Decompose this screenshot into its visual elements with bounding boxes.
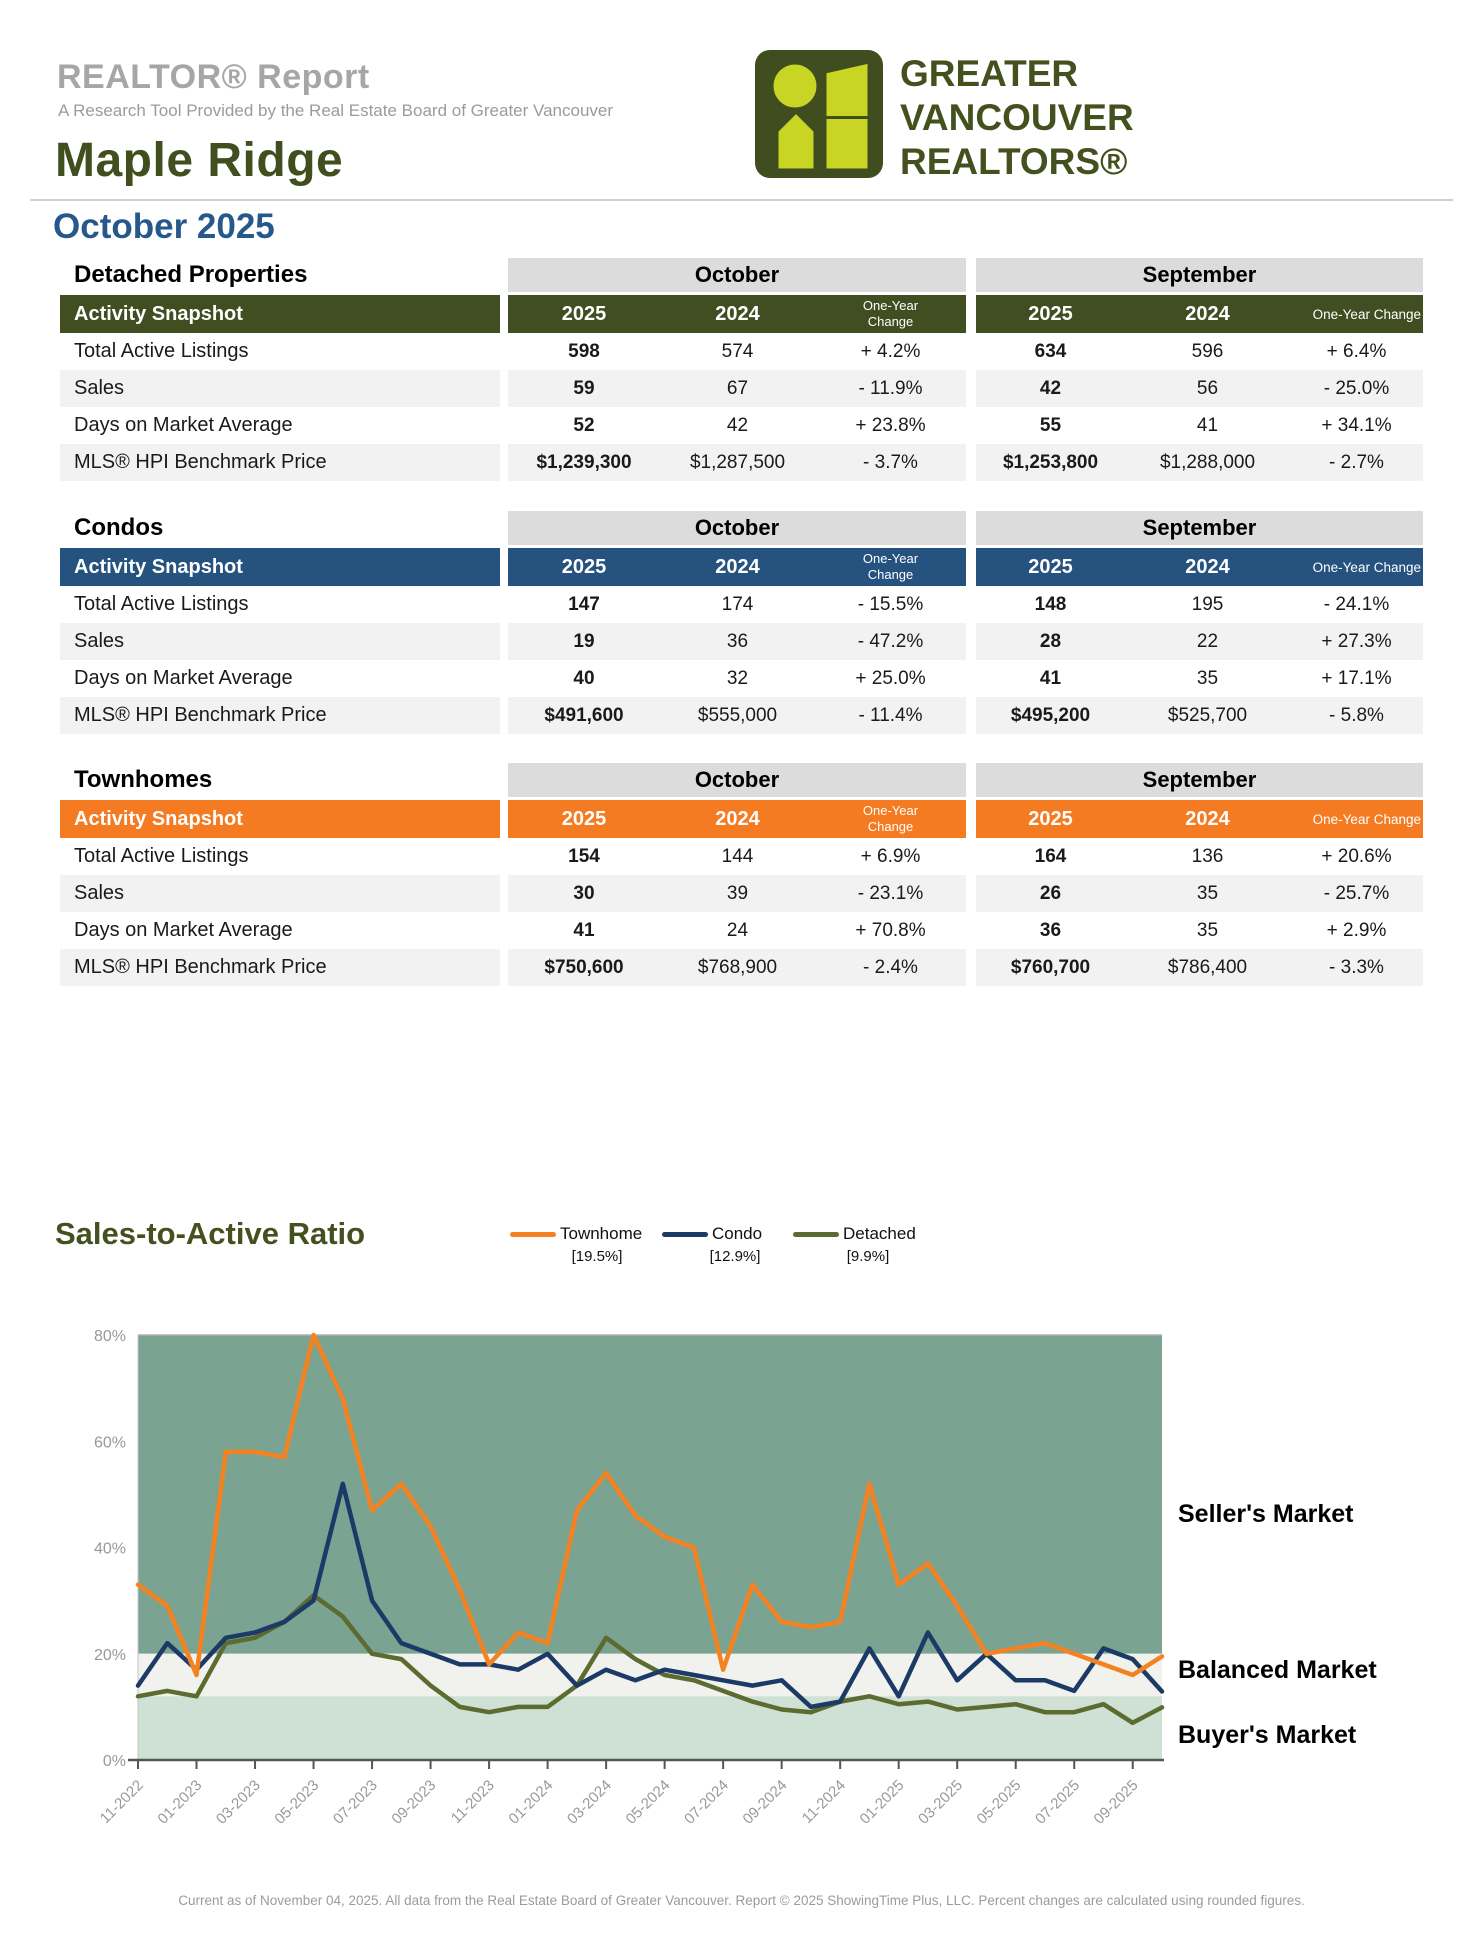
table-row <box>60 838 1423 875</box>
row-label: Sales <box>60 875 500 912</box>
cell-sep-2025: $495,200 <box>976 697 1125 734</box>
detached-line-swatch-icon <box>793 1232 839 1237</box>
table-row <box>60 370 1423 407</box>
cell-oct-2025: 41 <box>508 912 660 949</box>
column-gutter <box>966 407 976 444</box>
cell-oct-change: - 11.9% <box>815 370 966 407</box>
column-gutter <box>500 370 508 407</box>
column-gutter <box>966 697 976 734</box>
cell-sep-2025: 164 <box>976 838 1125 875</box>
table-row <box>60 407 1423 444</box>
column-gutter <box>500 697 508 734</box>
row-label: Days on Market Average <box>60 407 500 444</box>
column-header-oct-change <box>815 800 966 838</box>
column-gutter <box>966 623 976 660</box>
column-gutter <box>500 949 508 986</box>
row-label: MLS® HPI Benchmark Price <box>60 697 500 734</box>
townhome-line-swatch-icon <box>510 1232 556 1237</box>
column-gutter <box>966 370 976 407</box>
y-tick-label: 20% <box>93 1646 126 1664</box>
cell-sep-2025: $1,253,800 <box>976 444 1125 481</box>
table-title: Detached Properties <box>74 261 308 288</box>
legend-item-detached <box>793 1224 916 1244</box>
x-tick-label: 07-2025 <box>1032 1776 1084 1828</box>
activity-snapshot-label: Activity Snapshot <box>60 295 500 333</box>
cell-sep-change: - 25.0% <box>1290 370 1423 407</box>
cell-oct-2024: 67 <box>660 370 815 407</box>
change-header-line1: One-Year <box>862 803 919 819</box>
cell-oct-2025: $491,600 <box>508 697 660 734</box>
cell-sep-2024: $786,400 <box>1125 949 1290 986</box>
cell-sep-2025: 26 <box>976 875 1125 912</box>
column-gutter <box>500 800 508 838</box>
column-gutter <box>500 875 508 912</box>
x-tick-label: 11-2024 <box>798 1776 849 1827</box>
legend-item-townhome <box>510 1224 642 1244</box>
cell-oct-change: - 3.7% <box>815 444 966 481</box>
activity-snapshot-label: Activity Snapshot <box>60 800 500 838</box>
condo-line-swatch-icon <box>662 1232 708 1237</box>
month-header-october: October <box>508 258 966 292</box>
column-header-oct-2025: 2025 <box>508 548 660 586</box>
legend-current-detached: [9.9%] <box>846 1248 890 1265</box>
y-tick-label: 80% <box>93 1328 126 1345</box>
x-tick-label: 01-2024 <box>505 1776 557 1828</box>
row-label: Sales <box>60 370 500 407</box>
table-title: Townhomes <box>74 766 213 793</box>
cell-sep-2024: 596 <box>1125 333 1290 370</box>
column-header-sep-2025: 2025 <box>976 295 1125 333</box>
cell-sep-change: - 25.7% <box>1290 875 1423 912</box>
table-title: Condos <box>74 514 164 541</box>
cell-sep-2024: 136 <box>1125 838 1290 875</box>
table-row <box>60 586 1423 623</box>
column-header-oct-2024: 2024 <box>660 800 815 838</box>
cell-oct-2024: 36 <box>660 623 815 660</box>
y-tick-label: 60% <box>93 1434 126 1452</box>
cell-oct-change: - 11.4% <box>815 697 966 734</box>
cell-sep-2024: 35 <box>1125 875 1290 912</box>
month-header-september: September <box>976 511 1423 545</box>
row-label: Sales <box>60 623 500 660</box>
market-label-buyers: Buyer's Market <box>1178 1721 1357 1749</box>
cell-oct-2025: 30 <box>508 875 660 912</box>
column-gutter <box>966 949 976 986</box>
gvr-logo-icon <box>753 48 885 180</box>
x-tick-label: 05-2024 <box>622 1776 674 1828</box>
x-tick-label: 11-2023 <box>447 1776 498 1827</box>
change-header-line2: Change <box>867 567 914 582</box>
cell-oct-2024: 32 <box>660 660 815 697</box>
column-gutter <box>500 912 508 949</box>
header-divider <box>30 199 1453 201</box>
column-gutter <box>500 258 508 292</box>
column-gutter <box>966 838 976 875</box>
cell-oct-change: + 25.0% <box>815 660 966 697</box>
column-gutter <box>500 295 508 333</box>
column-gutter <box>500 333 508 370</box>
month-header-october: October <box>508 511 966 545</box>
cell-sep-change: - 5.8% <box>1290 697 1423 734</box>
column-gutter <box>500 763 508 797</box>
table-header-row <box>60 258 1423 292</box>
column-header-sep-change: One-Year Change <box>1290 295 1423 333</box>
cell-sep-change: + 27.3% <box>1290 623 1423 660</box>
cell-oct-change: - 15.5% <box>815 586 966 623</box>
column-header-oct-2024: 2024 <box>660 295 815 333</box>
x-tick-label: 03-2023 <box>212 1776 264 1828</box>
row-label: MLS® HPI Benchmark Price <box>60 949 500 986</box>
column-gutter <box>966 548 976 586</box>
table-row <box>60 697 1423 734</box>
cell-sep-2024: 22 <box>1125 623 1290 660</box>
change-header-line2: Change <box>867 819 914 834</box>
column-header-sep-2024: 2024 <box>1125 295 1290 333</box>
column-header-oct-2025: 2025 <box>508 295 660 333</box>
cell-sep-2024: $1,288,000 <box>1125 444 1290 481</box>
cell-sep-2024: 195 <box>1125 586 1290 623</box>
legend-label-detached: Detached <box>843 1224 916 1243</box>
activity-snapshot-row <box>60 800 1423 838</box>
cell-sep-2025: 148 <box>976 586 1125 623</box>
property-table-detached <box>60 258 1423 481</box>
logo-line-3: REALTORS® <box>900 141 1128 182</box>
market-label-balanced: Balanced Market <box>1178 1656 1377 1684</box>
row-label: Days on Market Average <box>60 660 500 697</box>
cell-sep-2024: $525,700 <box>1125 697 1290 734</box>
table-row <box>60 623 1423 660</box>
cell-oct-2025: 59 <box>508 370 660 407</box>
logo-wordmark <box>900 52 1134 184</box>
cell-sep-change: + 17.1% <box>1290 660 1423 697</box>
cell-oct-change: + 4.2% <box>815 333 966 370</box>
activity-snapshot-row <box>60 548 1423 586</box>
cell-sep-2025: 41 <box>976 660 1125 697</box>
change-header-line1: One-Year <box>862 298 919 314</box>
legend-label-condo: Condo <box>712 1224 763 1243</box>
row-label: MLS® HPI Benchmark Price <box>60 444 500 481</box>
x-tick-label: 01-2023 <box>154 1776 206 1828</box>
cell-sep-2025: 36 <box>976 912 1125 949</box>
cell-oct-change: - 47.2% <box>815 623 966 660</box>
cell-oct-2025: $1,239,300 <box>508 444 660 481</box>
column-gutter <box>500 407 508 444</box>
row-label: Total Active Listings <box>60 586 500 623</box>
cell-oct-change: + 23.8% <box>815 407 966 444</box>
x-tick-label: 03-2025 <box>915 1776 967 1828</box>
cell-sep-2025: 42 <box>976 370 1125 407</box>
market-label-sellers: Seller's Market <box>1178 1500 1354 1528</box>
column-gutter <box>966 444 976 481</box>
chart-title: Sales-to-Active Ratio <box>55 1216 366 1251</box>
cell-sep-2024: 35 <box>1125 912 1290 949</box>
column-header-oct-2025: 2025 <box>508 800 660 838</box>
column-gutter <box>966 763 976 797</box>
cell-oct-2024: 144 <box>660 838 815 875</box>
cell-sep-2025: 55 <box>976 407 1125 444</box>
cell-oct-2024: 39 <box>660 875 815 912</box>
table-row <box>60 333 1423 370</box>
column-gutter <box>966 912 976 949</box>
column-gutter <box>500 511 508 545</box>
cell-oct-change: - 23.1% <box>815 875 966 912</box>
cell-oct-2024: 42 <box>660 407 815 444</box>
cell-oct-2024: $555,000 <box>660 697 815 734</box>
cell-oct-2025: 147 <box>508 586 660 623</box>
cell-sep-change: - 3.3% <box>1290 949 1423 986</box>
row-label: Total Active Listings <box>60 838 500 875</box>
cell-sep-2025: 634 <box>976 333 1125 370</box>
column-gutter <box>966 660 976 697</box>
cell-oct-2025: 52 <box>508 407 660 444</box>
cell-sep-2025: 28 <box>976 623 1125 660</box>
activity-snapshot-label: Activity Snapshot <box>60 548 500 586</box>
column-gutter <box>966 258 976 292</box>
cell-oct-2025: 154 <box>508 838 660 875</box>
x-tick-label: 09-2023 <box>388 1776 440 1828</box>
table-header-row <box>60 763 1423 797</box>
month-header-september: September <box>976 258 1423 292</box>
column-header-oct-2024: 2024 <box>660 548 815 586</box>
column-header-oct-change <box>815 548 966 586</box>
cell-oct-2024: 24 <box>660 912 815 949</box>
column-header-sep-change: One-Year Change <box>1290 800 1423 838</box>
cell-oct-2024: $1,287,500 <box>660 444 815 481</box>
cell-sep-change: + 34.1% <box>1290 407 1423 444</box>
legend-current-townhome: [19.5%] <box>571 1248 623 1265</box>
column-gutter <box>500 838 508 875</box>
cell-oct-2025: 40 <box>508 660 660 697</box>
cell-sep-2024: 41 <box>1125 407 1290 444</box>
x-tick-label: 11-2022 <box>96 1776 147 1827</box>
cell-oct-2025: 19 <box>508 623 660 660</box>
column-header-sep-2024: 2024 <box>1125 548 1290 586</box>
column-gutter <box>966 295 976 333</box>
cell-sep-change: + 2.9% <box>1290 912 1423 949</box>
table-row <box>60 912 1423 949</box>
cell-oct-2024: 574 <box>660 333 815 370</box>
cell-sep-2025: $760,700 <box>976 949 1125 986</box>
table-row <box>60 444 1423 481</box>
table-header-row <box>60 511 1423 545</box>
sales-to-active-ratio-chart <box>0 1270 1483 1890</box>
x-tick-label: 03-2024 <box>563 1776 615 1828</box>
cell-oct-2024: 174 <box>660 586 815 623</box>
row-label: Days on Market Average <box>60 912 500 949</box>
legend-label-townhome: Townhome <box>560 1224 643 1243</box>
y-tick-label: 40% <box>93 1540 126 1558</box>
table-row <box>60 875 1423 912</box>
band-seller-s-market <box>138 1335 1162 1654</box>
column-header-sep-change: One-Year Change <box>1290 548 1423 586</box>
column-gutter <box>500 623 508 660</box>
cell-oct-change: + 6.9% <box>815 838 966 875</box>
cell-sep-change: - 2.7% <box>1290 444 1423 481</box>
footer-note: Current as of November 04, 2025. All data from the Real Estate Board of Greater Vancouver. Report © 2025 ShowingTime Plus, LLC. Percent changes are calculated using rounded figures. <box>178 1893 1305 1908</box>
month-header-october: October <box>508 763 966 797</box>
logo-line-2: VANCOUVER <box>900 97 1134 138</box>
column-gutter <box>966 875 976 912</box>
property-table-townhomes <box>60 763 1423 986</box>
y-tick-label: 0% <box>102 1753 126 1770</box>
property-table-condos <box>60 511 1423 734</box>
x-tick-label: 09-2025 <box>1090 1776 1142 1828</box>
column-header-oct-change <box>815 295 966 333</box>
cell-oct-change: - 2.4% <box>815 949 966 986</box>
column-header-sep-2025: 2025 <box>976 548 1125 586</box>
table-row <box>60 660 1423 697</box>
row-label: Total Active Listings <box>60 333 500 370</box>
column-gutter <box>966 586 976 623</box>
cell-sep-change: + 6.4% <box>1290 333 1423 370</box>
column-gutter <box>966 511 976 545</box>
column-gutter <box>500 444 508 481</box>
cell-sep-2024: 56 <box>1125 370 1290 407</box>
change-header-line2: Change <box>867 314 914 329</box>
column-gutter <box>966 800 976 838</box>
cell-sep-2024: 35 <box>1125 660 1290 697</box>
x-tick-label: 09-2024 <box>739 1776 791 1828</box>
period-title: October 2025 <box>53 207 275 246</box>
legend-current-condo: [12.9%] <box>709 1248 761 1265</box>
column-gutter <box>500 548 508 586</box>
area-name: Maple Ridge <box>55 134 344 187</box>
table-row <box>60 949 1423 986</box>
report-title: REALTOR® Report <box>57 58 370 96</box>
x-tick-label: 01-2025 <box>856 1776 908 1828</box>
cell-oct-2025: 598 <box>508 333 660 370</box>
x-tick-label: 07-2023 <box>329 1776 381 1828</box>
cell-oct-2024: $768,900 <box>660 949 815 986</box>
column-header-sep-2024: 2024 <box>1125 800 1290 838</box>
cell-oct-change: + 70.8% <box>815 912 966 949</box>
cell-sep-change: + 20.6% <box>1290 838 1423 875</box>
column-gutter <box>500 586 508 623</box>
x-tick-label: 07-2024 <box>681 1776 732 1828</box>
logo-line-1: GREATER <box>900 53 1079 94</box>
month-header-september: September <box>976 763 1423 797</box>
cell-oct-2025: $750,600 <box>508 949 660 986</box>
column-header-sep-2025: 2025 <box>976 800 1125 838</box>
column-gutter <box>966 333 976 370</box>
report-subtitle: A Research Tool Provided by the Real Estate Board of Greater Vancouver <box>58 101 614 120</box>
column-gutter <box>500 660 508 697</box>
activity-snapshot-row <box>60 295 1423 333</box>
change-header-line1: One-Year <box>862 551 919 567</box>
cell-sep-change: - 24.1% <box>1290 586 1423 623</box>
x-tick-label: 05-2023 <box>271 1776 323 1828</box>
legend-item-condo <box>662 1224 762 1244</box>
x-tick-label: 05-2025 <box>973 1776 1025 1828</box>
